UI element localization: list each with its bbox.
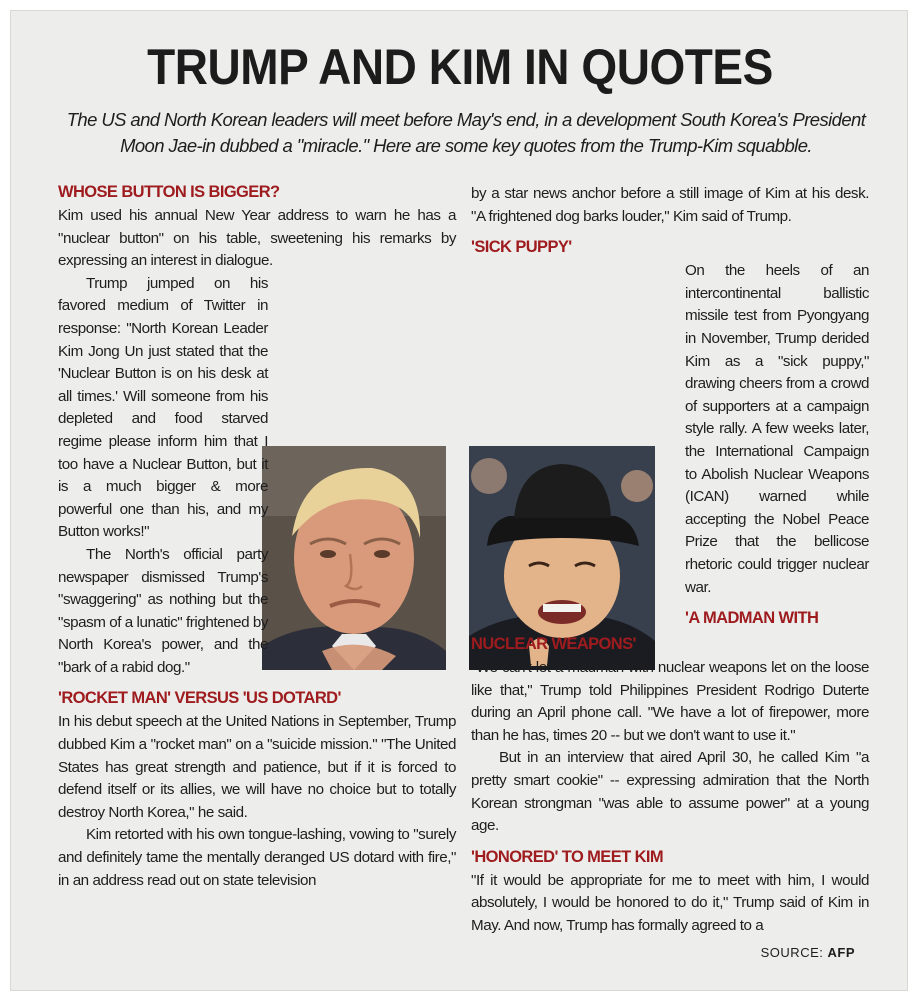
paragraph: by a star news anchor before a still image of Kim at his desk. "A frightened dog barks louder," Kim said of Trump. — [471, 185, 869, 225]
right-column — [471, 183, 869, 938]
left-column — [58, 179, 456, 892]
paragraph: On the heels of an intercontinental ballistic missile test from Pyongyang in November, Trump derided Kim as a "sick puppy," drawing cheers from a crowd of supporters at a campaign style rally. A few weeks later, the International Campaign to Abolish Nuclear Weapons (ICAN) warned while accepting the Nobel Peace Prize that the bellicose rhetoric could trigger nuclear war. — [685, 262, 869, 596]
section-heading-honored: 'HONORED' TO MEET KIM — [471, 847, 664, 866]
paragraph: Trump jumped on his favored medium of Twitter in response: "North Korean Leader Kim Jong Un just stated that the 'Nuclear Button is on his desk at all times.' Will someone from his depleted and food starved regime please inform him that I too have a Nuclear Button, but it is a much bigger & more powerful one than his, and my Button works!" — [58, 274, 268, 541]
section-heading-sick-puppy: 'SICK PUPPY' — [471, 238, 572, 257]
source-credit — [761, 945, 855, 960]
paragraph: Kim used his annual New Year address to warn he has a "nuclear button" on his table, sweetening his remarks by expressing an interest in dialogue. — [58, 207, 456, 270]
headline: TRUMP AND KIM IN QUOTES — [147, 39, 773, 95]
article-panel — [10, 10, 908, 991]
section-heading-rocket-man: 'ROCKET MAN' VERSUS 'US DOTARD' — [58, 689, 341, 708]
paragraph: But in an interview that aired April 30, he called Kim "a pretty smart cookie" -- expressing admiration that the North Korean strongman "was able to assume power" at a young age. — [471, 749, 869, 835]
source-label: SOURCE: — [760, 945, 824, 960]
section-heading-madman: 'A MADMAN WITH NUCLEAR WEAPONS' — [471, 609, 819, 654]
photo-wrap-space — [471, 418, 675, 623]
paragraph: "If it would be appropriate for me to meet with him, I would absolutely, I would be honored to do it," Trump said of Kim in May. And now, Trump has formally agreed to a — [471, 871, 869, 935]
source-name: AFP — [827, 945, 855, 960]
section-heading-button: WHOSE BUTTON IS BIGGER? — [58, 183, 280, 201]
paragraph: Kim retorted with his own tongue-lashing, vowing to "surely and definitely tame the mentally deranged US dotard with fire," in an address read out on state television — [58, 826, 456, 889]
paragraph: "We can't let a madman with nuclear weapons let on the loose like that," Trump told Philippines President Rodrigo Duterte during an April phone call. "We have a lot of firepower, more than he has, times 20 -- but we don't want to use it." — [471, 659, 869, 744]
paragraph: The North's official party newspaper dismissed Trump's "swaggering" as nothing but the "spasm of a lunatic" frightened by North Korea's power, and the "bark of a rabid dog." — [58, 545, 268, 676]
paragraph: In his debut speech at the United Nations in September, Trump dubbed Kim a "rocket man" on a "suicide mission." "The United States has great strength and patience, but if it is forced to defend itself or its allies, we will have no choice but to totally destroy North Korea," he said. — [58, 713, 456, 821]
intro-deck: The US and North Korean leaders will meet before May's end, in a development South Korea's President Moon Jae-in dubbed a "miracle." Here are some key quotes from the Trump-Kim squabble. — [66, 109, 866, 156]
photo-wrap-space — [278, 456, 456, 666]
